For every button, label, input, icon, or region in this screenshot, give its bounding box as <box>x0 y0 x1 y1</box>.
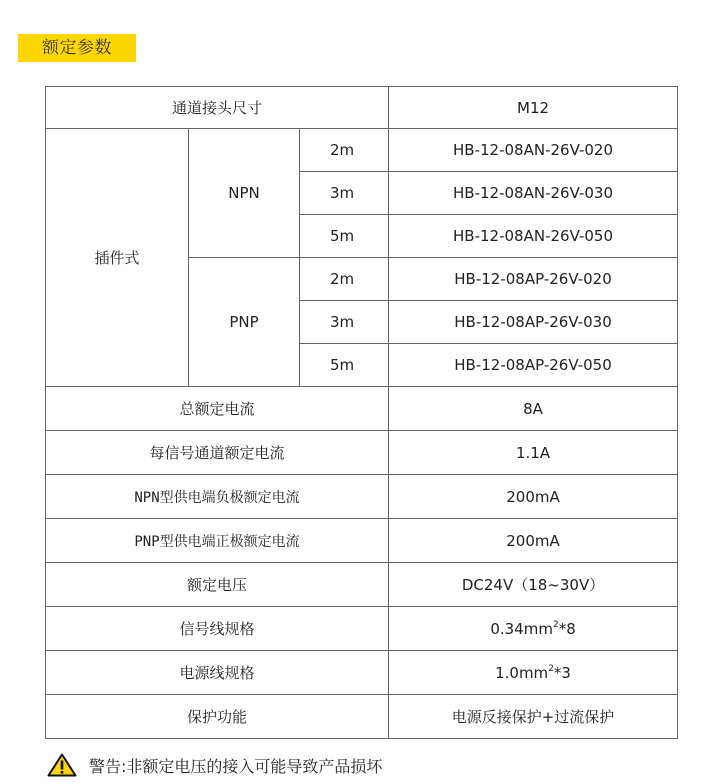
plugin-label: 插件式 <box>46 129 189 387</box>
spec-label: 电源线规格 <box>46 651 389 695</box>
table-row <box>46 607 678 651</box>
value-tail: *8 <box>558 619 576 638</box>
spec-label: 信号线规格 <box>46 607 389 651</box>
warning-text: 警告:非额定电压的接入可能导致产品损坏 <box>89 756 383 776</box>
header-label: 通道接头尺寸 <box>46 87 389 129</box>
cable-length: 3m <box>300 172 389 215</box>
spec-label: 总额定电流 <box>46 387 389 431</box>
table-row <box>46 431 678 475</box>
model-number: HB-12-08AP-26V-030 <box>389 301 678 344</box>
spec-label: 保护功能 <box>46 695 389 739</box>
spec-label: 每信号通道额定电流 <box>46 431 389 475</box>
model-number: HB-12-08AP-26V-050 <box>389 344 678 387</box>
spec-label: PNP型供电端正极额定电流 <box>46 519 389 563</box>
spec-label: 额定电压 <box>46 563 389 607</box>
cable-length: 3m <box>300 301 389 344</box>
npn-label: NPN <box>189 129 300 258</box>
spec-value: 200mA <box>389 475 678 519</box>
warning-note <box>47 752 382 778</box>
value-exponent: 2 <box>552 619 559 630</box>
spec-value: 8A <box>389 387 678 431</box>
spec-value: 电源反接保护+过流保护 <box>389 695 678 739</box>
table-row <box>46 651 678 695</box>
table-row <box>46 563 678 607</box>
spec-value <box>389 607 678 651</box>
spec-value: DC24V（18~30V） <box>389 563 678 607</box>
table-row <box>46 129 678 172</box>
model-number: HB-12-08AP-26V-020 <box>389 258 678 301</box>
section-title: 额定参数 <box>18 34 136 62</box>
spec-label: NPN型供电端负极额定电流 <box>46 475 389 519</box>
warning-triangle-icon <box>47 753 77 777</box>
table-row <box>46 695 678 739</box>
value-tail: *3 <box>553 663 571 682</box>
cable-length: 2m <box>300 258 389 301</box>
value-base: 1.0mm <box>495 663 549 682</box>
value-base: 0.34mm <box>490 619 553 638</box>
value-exponent: 2 <box>548 663 554 674</box>
header-value: M12 <box>389 87 678 129</box>
model-number: HB-12-08AN-26V-030 <box>389 172 678 215</box>
spec-value: 200mA <box>389 519 678 563</box>
spec-value <box>389 651 678 695</box>
model-number: HB-12-08AN-26V-050 <box>389 215 678 258</box>
table-row <box>46 475 678 519</box>
cable-length: 2m <box>300 129 389 172</box>
cable-length: 5m <box>300 344 389 387</box>
table-row <box>46 87 678 129</box>
spec-table <box>45 86 678 739</box>
spec-value: 1.1A <box>389 431 678 475</box>
table-row <box>46 519 678 563</box>
model-number: HB-12-08AN-26V-020 <box>389 129 678 172</box>
cable-length: 5m <box>300 215 389 258</box>
table-row <box>46 387 678 431</box>
pnp-label: PNP <box>189 258 300 387</box>
